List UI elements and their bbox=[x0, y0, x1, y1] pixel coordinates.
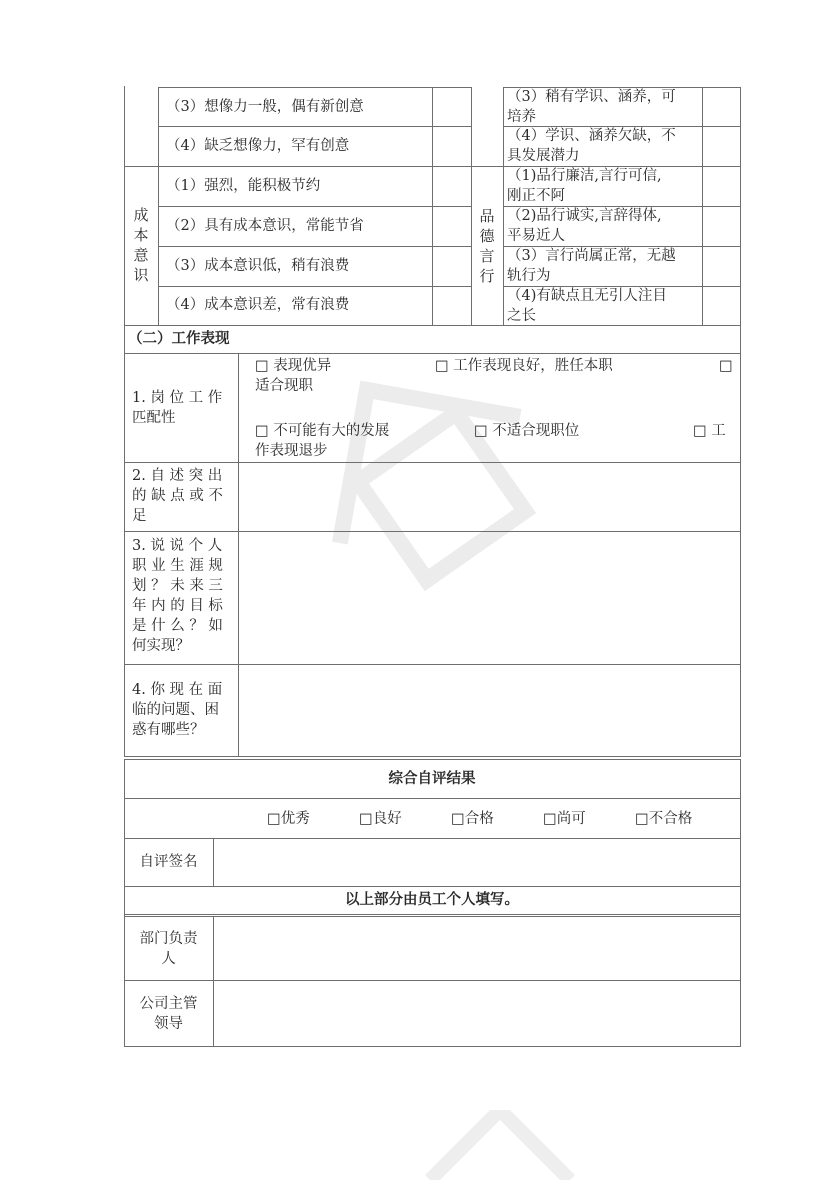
dept-head-input[interactable] bbox=[214, 917, 740, 980]
option-regressing-checkbox[interactable]: □ 工 bbox=[693, 423, 726, 439]
watermark-bottom bbox=[420, 1110, 580, 1184]
score-cell[interactable] bbox=[433, 167, 471, 206]
score-cell[interactable] bbox=[703, 127, 740, 166]
criteria-item: （4）缺乏想像力，罕有创意 bbox=[166, 138, 350, 154]
career-plan-input[interactable] bbox=[239, 532, 740, 664]
row-label: 1. 岗 位 工 作 匹配性 bbox=[132, 390, 223, 426]
option-limited-growth[interactable]: □ 不可能有大的发展 bbox=[255, 423, 390, 439]
criteria-item: （4）学识、涵养欠缺，不 具发展潜力 bbox=[507, 128, 676, 164]
section-title: （二）工作表现 bbox=[128, 331, 230, 347]
criteria-item: （4）成本意识差，常有浪费 bbox=[166, 297, 350, 313]
score-cell[interactable] bbox=[433, 88, 471, 126]
criteria-item: （3）成本意识低，稍有浪费 bbox=[166, 258, 350, 274]
criteria-item: （2)品行诚实,言辞得体, 平易近人 bbox=[507, 208, 662, 244]
score-cell[interactable] bbox=[703, 167, 740, 206]
option-regressing-label: 作表现退步 bbox=[255, 443, 328, 459]
category-label-cost-awareness: 成 本 意 识 bbox=[133, 206, 149, 284]
score-cell[interactable] bbox=[433, 247, 471, 286]
current-issues-input[interactable] bbox=[239, 665, 740, 756]
rating-excellent[interactable]: □优秀 bbox=[267, 811, 310, 827]
score-cell[interactable] bbox=[433, 127, 471, 166]
criteria-item: （2）具有成本意识，常能节省 bbox=[166, 218, 364, 234]
score-cell[interactable] bbox=[433, 287, 471, 325]
fill-note: 以上部分由员工个人填写。 bbox=[345, 892, 519, 908]
score-cell[interactable] bbox=[703, 88, 740, 126]
row-label: 2. 自 述 突 出 的 缺 点 或 不 足 bbox=[132, 468, 223, 524]
rating-good[interactable]: □良好 bbox=[359, 811, 402, 827]
score-cell[interactable] bbox=[433, 207, 471, 246]
score-cell[interactable] bbox=[703, 287, 740, 325]
option-suitable-label: 适合现职 bbox=[255, 378, 313, 394]
rating-fail[interactable]: □不合格 bbox=[635, 811, 693, 827]
rating-pass[interactable]: □合格 bbox=[451, 811, 494, 827]
score-cell[interactable] bbox=[703, 207, 740, 246]
weakness-input[interactable] bbox=[239, 463, 740, 531]
criteria-item: （1)品行廉洁,言行可信, 刚正不阿 bbox=[507, 168, 662, 204]
option-excellent[interactable]: □ 表现优异 bbox=[255, 358, 332, 374]
job-fit-options bbox=[239, 354, 740, 462]
rating-fair[interactable]: □尚可 bbox=[543, 811, 586, 827]
company-leader-label: 公司主管 领导 bbox=[139, 996, 198, 1032]
signature-input[interactable] bbox=[214, 839, 740, 886]
option-unsuitable[interactable]: □ 不适合现职位 bbox=[474, 423, 580, 439]
criteria-item: （3）想像力一般，偶有新创意 bbox=[166, 99, 364, 115]
option-good-competent[interactable]: □ 工作表现良好，胜任本职 bbox=[435, 358, 613, 374]
criteria-item: （3）稍有学识、涵养，可 培养 bbox=[507, 89, 676, 125]
row-label: 3. 说 说 个 人 职 业 生 涯 规 划 ？ 未 来 三 年 内 的 目 标 是 什 么 ？ 如 何实现？ bbox=[132, 538, 223, 654]
criteria-item: （4)有缺点且无引人注目 之长 bbox=[507, 288, 667, 324]
company-leader-input[interactable] bbox=[214, 981, 740, 1046]
watermark-logo-icon bbox=[420, 1110, 580, 1180]
criteria-item: （3）言行尚属正常，无越 轨行为 bbox=[507, 248, 676, 284]
signature-label: 自评签名 bbox=[139, 854, 198, 870]
row-label: 4. 你 现 在 面 临的问题、困 惑有哪些？ bbox=[132, 682, 223, 738]
dept-head-label: 部门负责 人 bbox=[139, 931, 198, 967]
summary-title: 综合自评结果 bbox=[388, 771, 476, 787]
score-cell[interactable] bbox=[703, 247, 740, 286]
option-suitable-checkbox[interactable]: □ bbox=[719, 358, 733, 374]
criteria-item: （1）强烈，能积极节约 bbox=[166, 178, 321, 194]
category-label-moral-conduct: 品 德 言 行 bbox=[479, 207, 495, 285]
